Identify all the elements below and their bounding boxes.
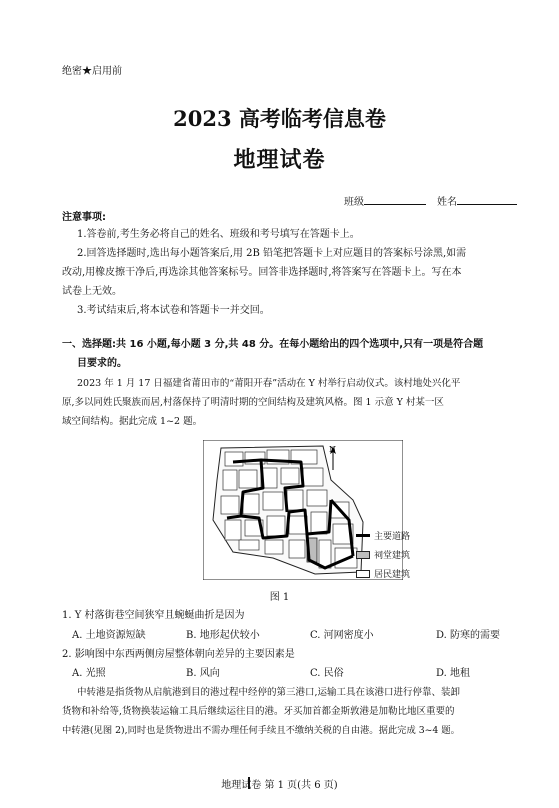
notes-heading: 注意事项: — [62, 212, 106, 223]
residence-swatch — [356, 570, 370, 578]
note-item-2-line3: 试卷上无效。 — [62, 286, 122, 297]
question-1-option-c: C. 河网密度小 — [310, 630, 374, 641]
passage1-line1: 2023 年 1 月 17 日福建省莆田市的“莆阳开春”活动在 Y 村举行启动仪式。该村地处兴化平 — [77, 378, 461, 389]
question-1-option-a: A. 土地资源短缺 — [72, 630, 146, 641]
hall-swatch — [356, 551, 370, 559]
passage2-line2: 货物和补给等,货物换装运输工具后继续运往目的港。牙买加首都金斯敦港是加勒比地区重要的 — [62, 706, 455, 717]
legend-label-road: 主要道路 — [374, 532, 411, 542]
question-2-option-c: C. 民俗 — [310, 668, 344, 679]
note-item-3: 3.考试结束后,将本试卷和答题卡一并交回。 — [77, 305, 270, 316]
confidential-label: 绝密★启用前 — [62, 66, 122, 77]
legend-label-residence: 居民建筑 — [374, 570, 411, 580]
name-blank — [457, 204, 517, 205]
passage2-line1: 中转港是指货物从启航港到目的港过程中经停的第三港口,运输工具在该港口进行停靠、装卸 — [77, 687, 461, 698]
page-footer: 地理试卷 第 1 页(共 6 页) — [221, 780, 338, 791]
name-label: 姓名 — [437, 197, 457, 208]
legend-residence — [356, 567, 410, 580]
section1-title-line1: 一、选择题:共 16 小题,每小题 3 分,共 48 分。在每小题给出的四个选项中,只有一项是符合题 — [62, 339, 484, 350]
question-1-stem: 1. Y 村落街巷空间狭窄且蜿蜒曲折是因为 — [62, 610, 245, 621]
question-1-option-b: B. 地形起伏较小 — [186, 630, 260, 641]
figure1-caption: 图 1 — [269, 592, 290, 603]
legend-main-road — [356, 529, 410, 542]
north-label: N — [329, 445, 336, 454]
note-item-2-line1: 2.回答选择题时,选出每小题答案后,用 2B 铅笔把答题卡上对应题目的答案标号涂黑,如需 — [77, 248, 467, 259]
subject-title: 地理试卷 — [233, 147, 326, 173]
legend-hall — [356, 548, 410, 561]
passage1-line2: 原,多以同姓氏聚族而居,村落保持了明清时期的空间结构及建筑风格。图 1 示意 Y 村某一区 — [62, 397, 444, 408]
note-item-2-line2: 改动,用橡皮擦干净后,再选涂其他答案标号。回答非选择题时,将答案写在答题卡上。写在本 — [62, 267, 462, 278]
question-2-option-d: D. 地租 — [436, 668, 471, 679]
question-2-option-b: B. 风向 — [186, 668, 220, 679]
note-item-1: 1.答卷前,考生务必将自己的姓名、班级和考号填写在答题卡上。 — [77, 229, 360, 240]
question-1-option-d: D. 防寒的需要 — [436, 630, 501, 641]
class-blank — [364, 204, 426, 205]
question-2-option-a: A. 光照 — [72, 668, 106, 679]
legend-label-hall: 祠堂建筑 — [374, 551, 411, 561]
section1-title-line2: 目要求的。 — [77, 358, 127, 369]
question-2-stem: 2. 影响图中东西两侧房屋整体朝向差异的主要因素是 — [62, 649, 295, 660]
passage2-line3: 中转港(见图 2),同时也是货物进出不需办理任何手续且不缴纳关税的自由港。据此完成 3~4 题。 — [62, 725, 460, 736]
class-label: 班级 — [344, 197, 364, 208]
road-swatch — [356, 534, 370, 537]
passage1-line3: 域空间结构。据此完成 1~2 题。 — [62, 416, 203, 427]
exam-title: 2023 高考临考信息卷 — [173, 106, 386, 131]
